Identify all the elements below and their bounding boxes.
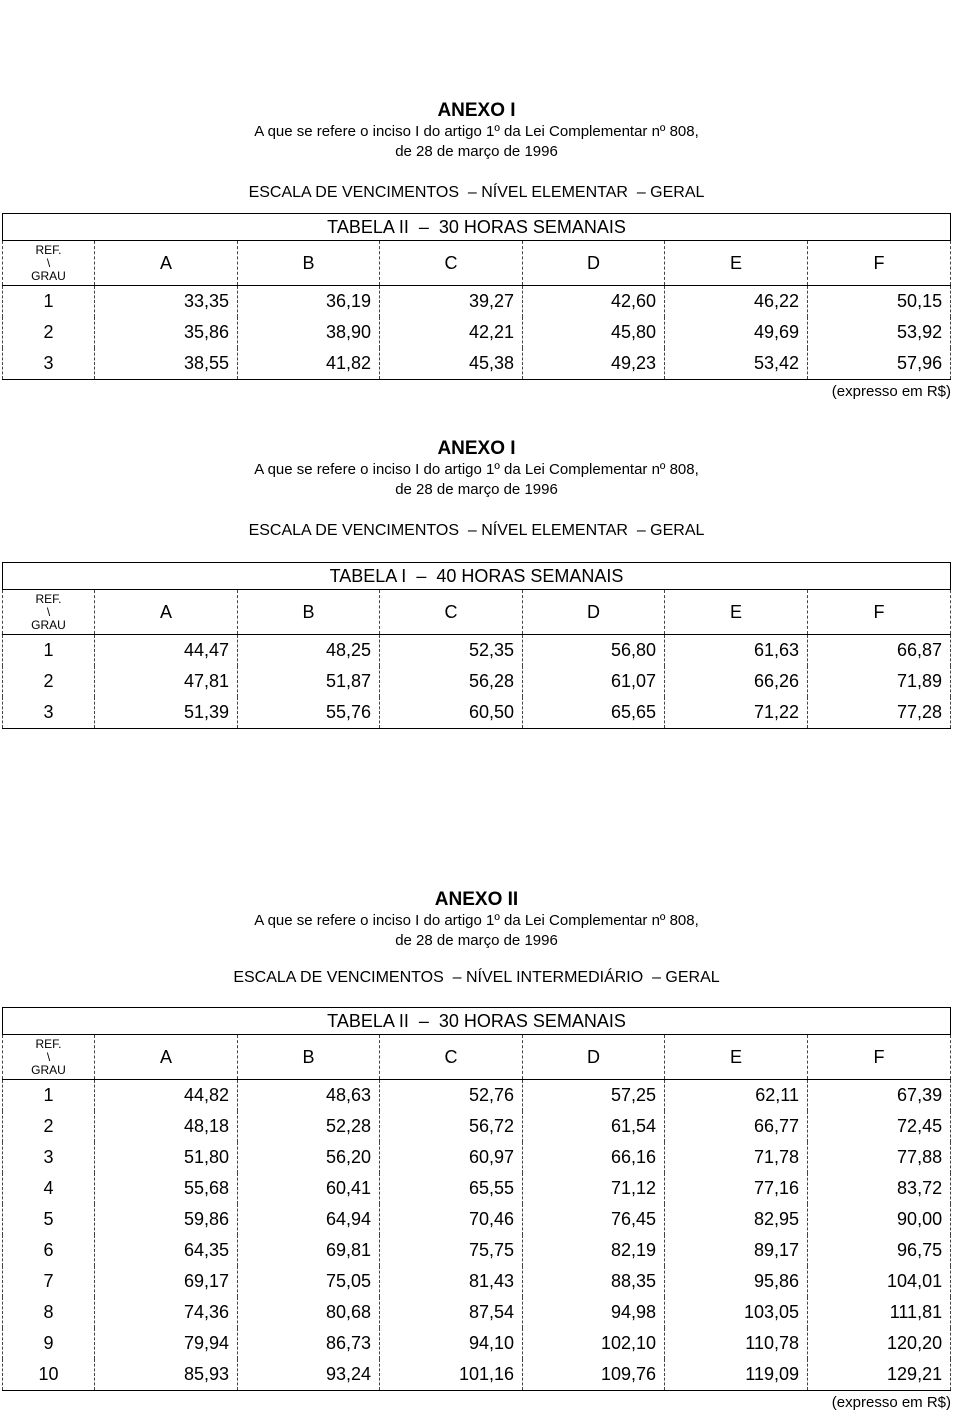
ref-grau-label: REF.: [35, 242, 62, 257]
value-cell: 61,63: [665, 635, 808, 667]
value-cell: 61,07: [523, 666, 665, 697]
table-row: [3, 1173, 951, 1204]
grau-cell: 3: [3, 348, 95, 380]
ref-grau-label: GRAU: [31, 1062, 66, 1077]
value-cell: 60,41: [238, 1173, 380, 1204]
annex-subtitle-line1: A que se refere o inciso I do artigo 1º da Lei Complementar nº 808,: [254, 123, 699, 140]
value-cell: 89,17: [665, 1235, 808, 1266]
column-header-d: D: [523, 1035, 665, 1080]
value-cell: 65,55: [380, 1173, 523, 1204]
column-header-e: E: [665, 1035, 808, 1080]
value-cell: 65,65: [523, 697, 665, 729]
value-cell: 71,78: [665, 1142, 808, 1173]
value-cell: 61,54: [523, 1111, 665, 1142]
ref-grau-header: [3, 1035, 95, 1080]
value-cell: 48,25: [238, 635, 380, 667]
ref-grau-label: REF.: [35, 591, 62, 606]
table-row: [3, 697, 951, 729]
value-cell: 74,36: [95, 1297, 238, 1328]
salary-scale-title: ESCALA DE VENCIMENTOS – NÍVEL INTERMEDIÁRIO – GERAL: [233, 969, 720, 986]
value-cell: 55,76: [238, 697, 380, 729]
table-row: [3, 1111, 951, 1142]
value-cell: 86,73: [238, 1328, 380, 1359]
value-cell: 56,28: [380, 666, 523, 697]
value-cell: 75,05: [238, 1266, 380, 1297]
value-cell: 52,28: [238, 1111, 380, 1142]
value-cell: 57,96: [808, 348, 951, 380]
value-cell: 120,20: [808, 1328, 951, 1359]
value-cell: 71,12: [523, 1173, 665, 1204]
value-cell: 53,42: [665, 348, 808, 380]
ref-grau-label: GRAU: [31, 617, 66, 632]
table-title-row: [3, 563, 951, 590]
column-header-c: C: [380, 1035, 523, 1080]
value-cell: 45,38: [380, 348, 523, 380]
value-cell: 66,16: [523, 1142, 665, 1173]
value-cell: 103,05: [665, 1297, 808, 1328]
value-cell: 110,78: [665, 1328, 808, 1359]
value-cell: 51,39: [95, 697, 238, 729]
value-cell: 95,86: [665, 1266, 808, 1297]
value-cell: 56,80: [523, 635, 665, 667]
grau-cell: 2: [3, 1111, 95, 1142]
value-cell: 49,23: [523, 348, 665, 380]
table-title: TABELA II – 30 HORAS SEMANAIS: [3, 1008, 951, 1035]
table-header-row: [3, 241, 951, 286]
value-cell: 77,28: [808, 697, 951, 729]
value-cell: 64,94: [238, 1204, 380, 1235]
value-cell: 83,72: [808, 1173, 951, 1204]
table-title-row: [3, 1008, 951, 1035]
ref-grau-label: \: [46, 255, 51, 270]
value-cell: 77,16: [665, 1173, 808, 1204]
value-cell: 81,43: [380, 1266, 523, 1297]
table-row: [3, 1328, 951, 1359]
column-header-e: E: [665, 590, 808, 635]
table-row: [3, 635, 951, 667]
salary-table: [2, 213, 951, 380]
ref-grau-header: [3, 590, 95, 635]
ref-grau-header: [3, 241, 95, 286]
value-cell: 80,68: [238, 1297, 380, 1328]
value-cell: 62,11: [665, 1080, 808, 1112]
salary-scale-title: ESCALA DE VENCIMENTOS – NÍVEL ELEMENTAR – GERAL: [248, 184, 705, 201]
value-cell: 47,81: [95, 666, 238, 697]
table-title: TABELA I – 40 HORAS SEMANAIS: [3, 563, 951, 590]
value-cell: 94,10: [380, 1328, 523, 1359]
table-row: [3, 1266, 951, 1297]
column-header-f: F: [808, 241, 951, 286]
value-cell: 71,22: [665, 697, 808, 729]
annex-header: [0, 889, 953, 951]
value-cell: 60,50: [380, 697, 523, 729]
value-cell: 76,45: [523, 1204, 665, 1235]
table-header-row: [3, 1035, 951, 1080]
value-cell: 59,86: [95, 1204, 238, 1235]
grau-cell: 4: [3, 1173, 95, 1204]
column-header-b: B: [238, 1035, 380, 1080]
value-cell: 48,18: [95, 1111, 238, 1142]
value-cell: 57,25: [523, 1080, 665, 1112]
value-cell: 101,16: [380, 1359, 523, 1391]
annex-header: [0, 438, 953, 500]
value-cell: 111,81: [808, 1297, 951, 1328]
column-header-e: E: [665, 241, 808, 286]
value-cell: 35,86: [95, 317, 238, 348]
ref-grau-label: REF.: [35, 1036, 62, 1051]
value-cell: 60,97: [380, 1142, 523, 1173]
value-cell: 38,55: [95, 348, 238, 380]
value-cell: 64,35: [95, 1235, 238, 1266]
value-cell: 52,76: [380, 1080, 523, 1112]
value-cell: 52,35: [380, 635, 523, 667]
value-cell: 119,09: [665, 1359, 808, 1391]
column-header-f: F: [808, 1035, 951, 1080]
annex-title: ANEXO II: [434, 889, 519, 910]
salary-table: [2, 1007, 951, 1391]
value-cell: 48,63: [238, 1080, 380, 1112]
value-cell: 70,46: [380, 1204, 523, 1235]
grau-cell: 2: [3, 666, 95, 697]
value-cell: 56,72: [380, 1111, 523, 1142]
ref-grau-label: \: [46, 604, 51, 619]
value-cell: 45,80: [523, 317, 665, 348]
ref-grau-label: GRAU: [31, 268, 66, 283]
annex-subtitle-line2: de 28 de março de 1996: [395, 481, 558, 498]
grau-cell: 7: [3, 1266, 95, 1297]
column-header-b: B: [238, 241, 380, 286]
ref-grau-label: \: [46, 1049, 51, 1064]
value-cell: 67,39: [808, 1080, 951, 1112]
value-cell: 82,95: [665, 1204, 808, 1235]
value-cell: 51,87: [238, 666, 380, 697]
grau-cell: 1: [3, 635, 95, 667]
value-cell: 49,69: [665, 317, 808, 348]
value-cell: 69,17: [95, 1266, 238, 1297]
value-cell: 50,15: [808, 286, 951, 318]
table-title-row: [3, 214, 951, 241]
value-cell: 66,87: [808, 635, 951, 667]
table-row: [3, 666, 951, 697]
grau-cell: 8: [3, 1297, 95, 1328]
column-header-c: C: [380, 241, 523, 286]
annex-subtitle-line1: A que se refere o inciso I do artigo 1º da Lei Complementar nº 808,: [254, 912, 699, 929]
table-row: [3, 348, 951, 380]
value-cell: 46,22: [665, 286, 808, 318]
value-cell: 33,35: [95, 286, 238, 318]
annex-title: ANEXO I: [437, 100, 516, 121]
column-header-a: A: [95, 590, 238, 635]
table-row: [3, 1204, 951, 1235]
value-cell: 39,27: [380, 286, 523, 318]
value-cell: 109,76: [523, 1359, 665, 1391]
grau-cell: 1: [3, 1080, 95, 1112]
column-header-b: B: [238, 590, 380, 635]
value-cell: 82,19: [523, 1235, 665, 1266]
grau-cell: 9: [3, 1328, 95, 1359]
value-cell: 71,89: [808, 666, 951, 697]
table-row: [3, 1297, 951, 1328]
annex-subtitle-line1: A que se refere o inciso I do artigo 1º da Lei Complementar nº 808,: [254, 461, 699, 478]
value-cell: 129,21: [808, 1359, 951, 1391]
value-cell: 69,81: [238, 1235, 380, 1266]
value-cell: 90,00: [808, 1204, 951, 1235]
value-cell: 66,77: [665, 1111, 808, 1142]
column-header-d: D: [523, 590, 665, 635]
column-header-a: A: [95, 241, 238, 286]
column-header-a: A: [95, 1035, 238, 1080]
value-cell: 44,82: [95, 1080, 238, 1112]
value-cell: 53,92: [808, 317, 951, 348]
grau-cell: 3: [3, 1142, 95, 1173]
annex-subtitle-line2: de 28 de março de 1996: [395, 932, 558, 949]
table-row: [3, 1142, 951, 1173]
value-cell: 56,20: [238, 1142, 380, 1173]
annex-subtitle-line2: de 28 de março de 1996: [395, 143, 558, 160]
value-cell: 93,24: [238, 1359, 380, 1391]
value-cell: 66,26: [665, 666, 808, 697]
value-cell: 51,80: [95, 1142, 238, 1173]
grau-cell: 10: [3, 1359, 95, 1391]
value-cell: 72,45: [808, 1111, 951, 1142]
value-cell: 104,01: [808, 1266, 951, 1297]
value-cell: 75,75: [380, 1235, 523, 1266]
table-row: [3, 286, 951, 318]
annex-title: ANEXO I: [437, 438, 516, 459]
table-row: [3, 1235, 951, 1266]
value-cell: 96,75: [808, 1235, 951, 1266]
annex-header: [0, 100, 953, 162]
table-title: TABELA II – 30 HORAS SEMANAIS: [3, 214, 951, 241]
table-row: [3, 1080, 951, 1112]
salary-scale-title: ESCALA DE VENCIMENTOS – NÍVEL ELEMENTAR – GERAL: [248, 522, 705, 539]
grau-cell: 5: [3, 1204, 95, 1235]
table-row: [3, 1359, 951, 1391]
value-cell: 42,21: [380, 317, 523, 348]
value-cell: 87,54: [380, 1297, 523, 1328]
grau-cell: 3: [3, 697, 95, 729]
value-cell: 38,90: [238, 317, 380, 348]
value-cell: 55,68: [95, 1173, 238, 1204]
value-cell: 44,47: [95, 635, 238, 667]
value-cell: 79,94: [95, 1328, 238, 1359]
table-header-row: [3, 590, 951, 635]
currency-note: (expresso em R$): [831, 383, 951, 400]
table-row: [3, 317, 951, 348]
value-cell: 94,98: [523, 1297, 665, 1328]
value-cell: 42,60: [523, 286, 665, 318]
currency-note: (expresso em R$): [831, 1394, 951, 1411]
value-cell: 41,82: [238, 348, 380, 380]
grau-cell: 1: [3, 286, 95, 318]
value-cell: 85,93: [95, 1359, 238, 1391]
column-header-c: C: [380, 590, 523, 635]
grau-cell: 2: [3, 317, 95, 348]
value-cell: 102,10: [523, 1328, 665, 1359]
column-header-f: F: [808, 590, 951, 635]
grau-cell: 6: [3, 1235, 95, 1266]
value-cell: 36,19: [238, 286, 380, 318]
salary-table: [2, 562, 951, 729]
value-cell: 88,35: [523, 1266, 665, 1297]
column-header-d: D: [523, 241, 665, 286]
value-cell: 77,88: [808, 1142, 951, 1173]
